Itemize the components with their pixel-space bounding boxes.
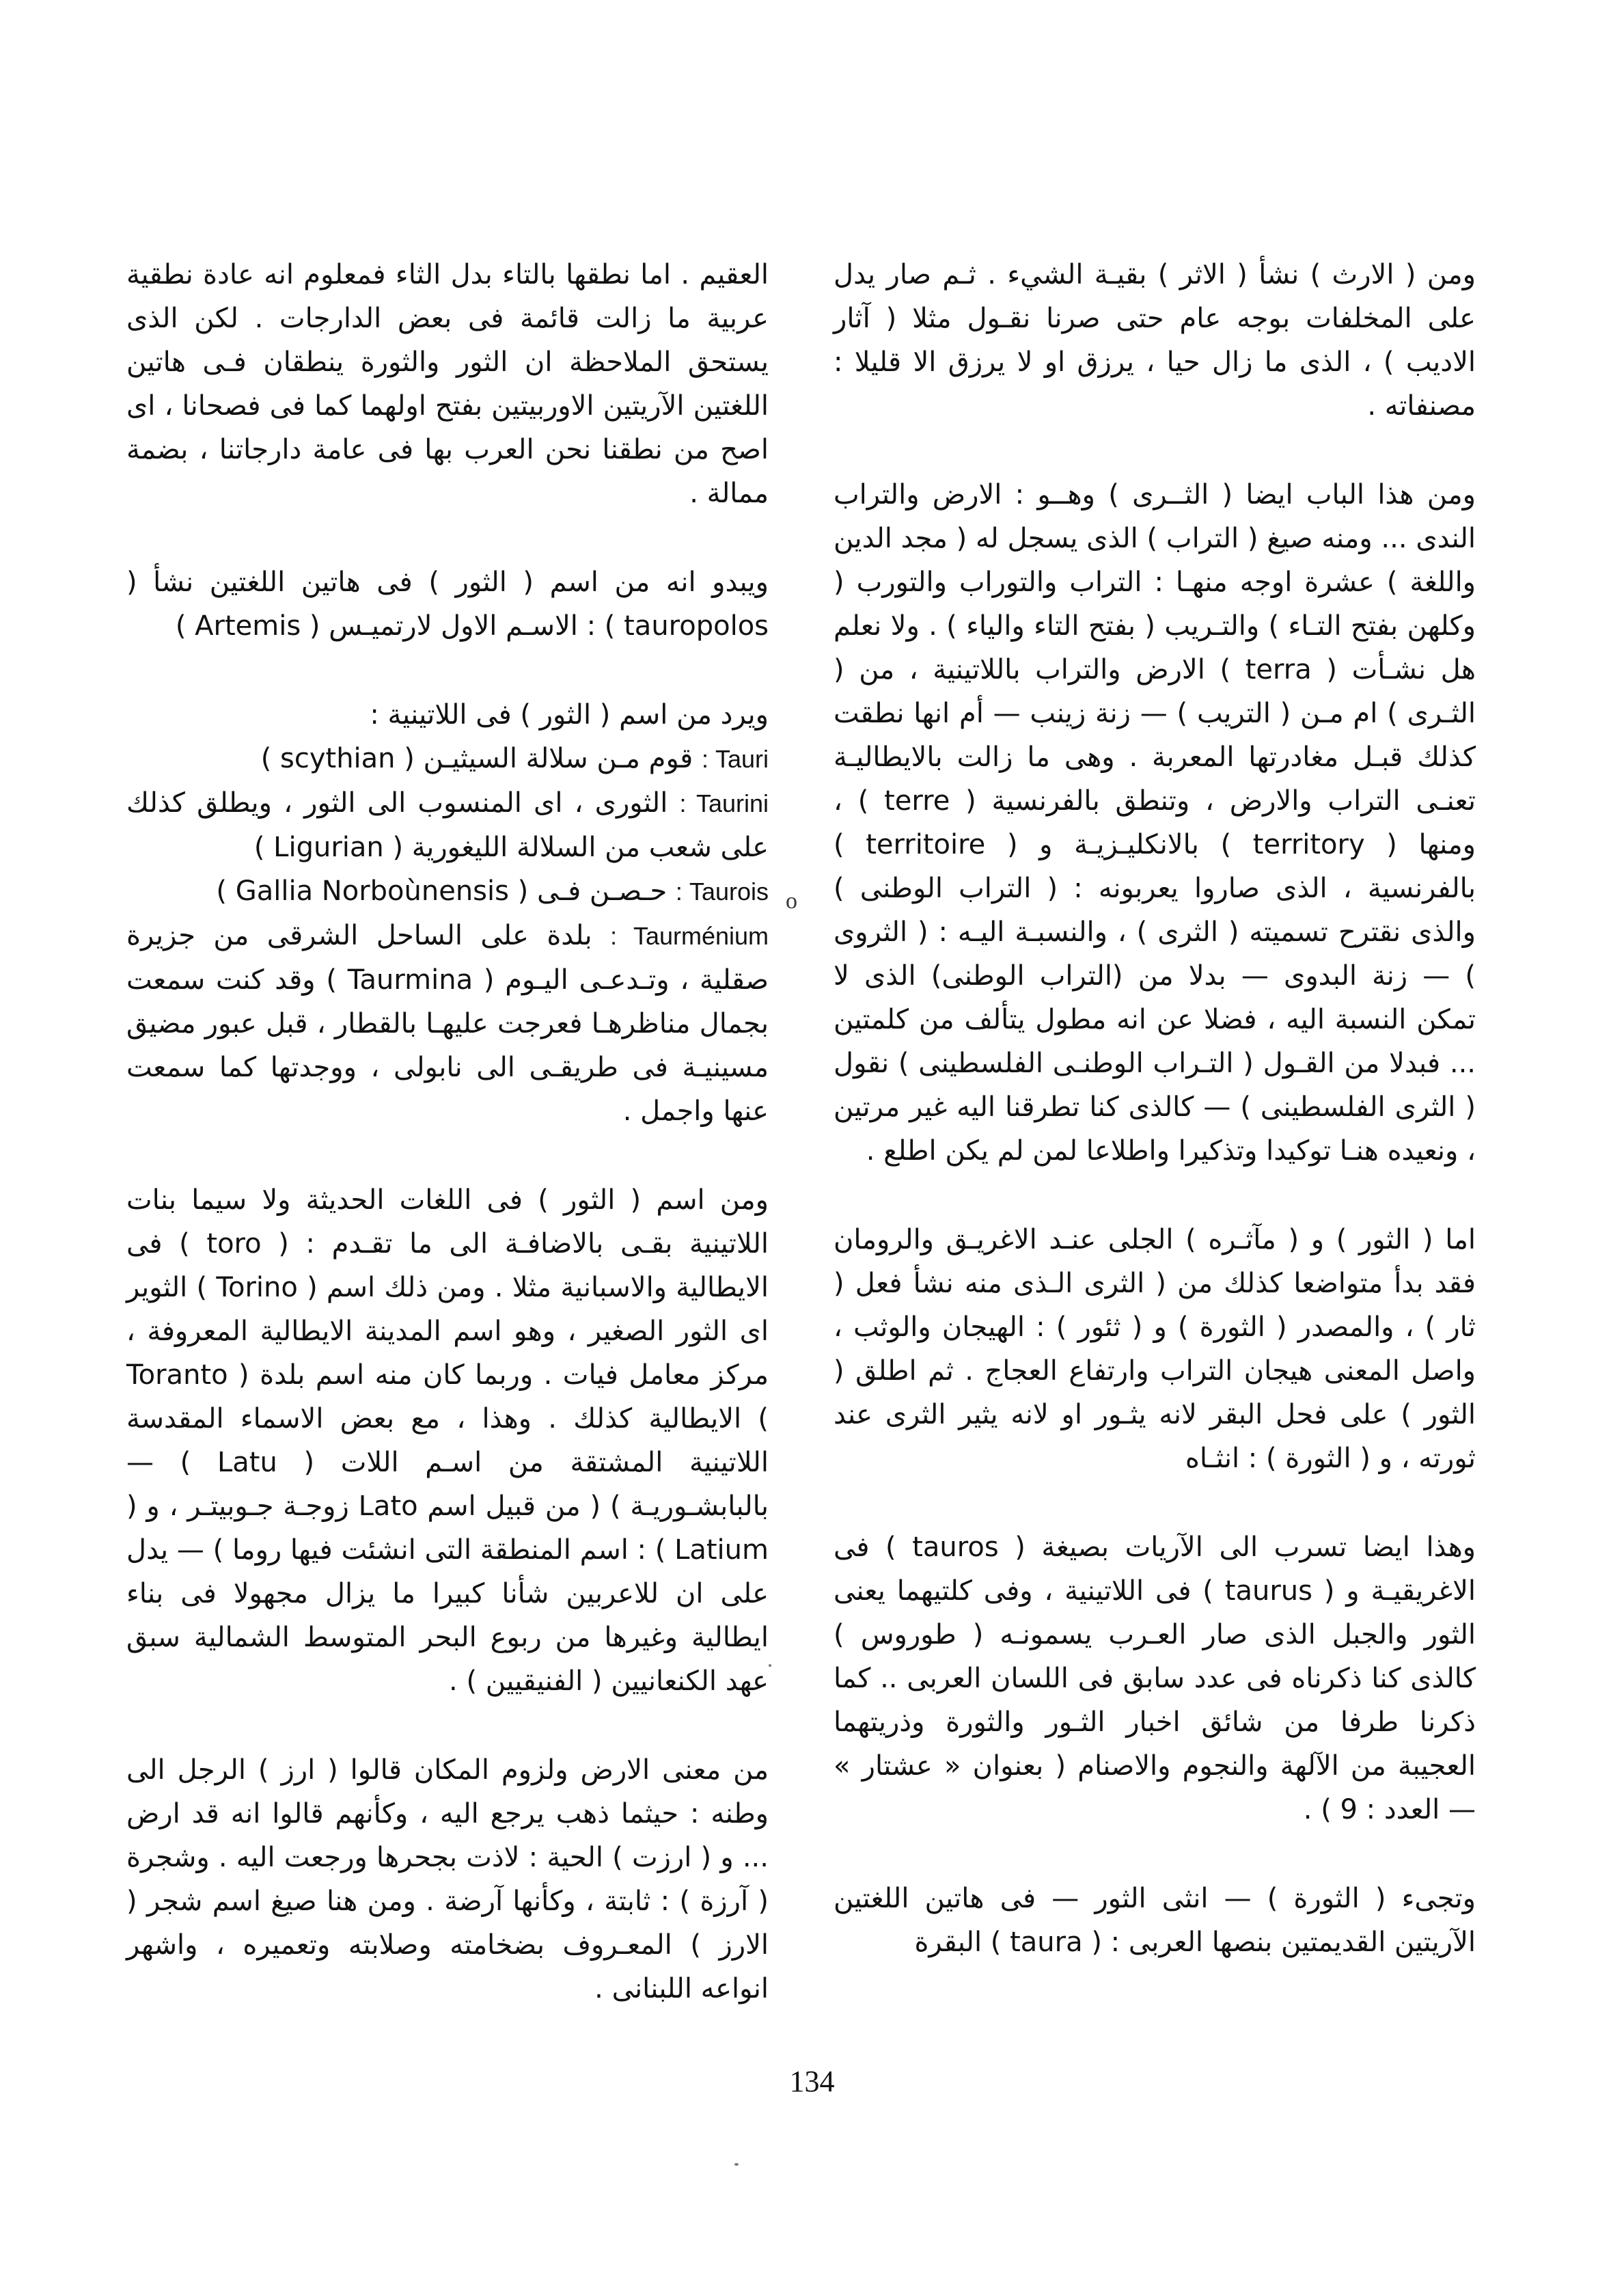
paragraph-artemis: ويبدو انه من اسم ( الثور ) فى هاتين اللغتين نشأ ( tauropolos ) : الاسـم الاول لارتميـس ( Artemis ) — [126, 567, 769, 642]
paragraph-athar: ومن ( الارث ) نشأ ( الاثر ) بقيـة الشيء . ثـم صار يدل على المخلفات بوجه عام حتى صرنا نقـول مثلا ( آثار الاديب ) ، الذى ما زال حيا ، يرزق او لا يرزق الا قليلا : مصنفاته . — [834, 259, 1476, 422]
term-gloss: قوم مـن سلالة السيثيـن ( scythian ) — [260, 743, 693, 774]
term-latin: Taurménium : — [610, 922, 769, 950]
term-latin: Tauri : — [701, 745, 769, 773]
paragraph-tauros: وهذا ايضا تسرب الى الآريات بصيغة ( tauros ) فى الاغريقيـة و ( taurus ) فى اللاتينية ، وفى كلتيهما يعنى الثور والجبل الذى صار العـرب يسمونـه ( طوروس ) كالذى كنا ذكرناه فى عدد سابق فى اللسان العربى .. كما ذكرنا طرفا من شائق اخبار الثـور والثورة وذريتهما العجيبة من الآلهة والنجوم والاصنام ( بعنوان « عشتار » — العدد : 9 ) . — [834, 1532, 1476, 1825]
term-latin: Taurini : — [679, 789, 769, 817]
paragraph-cedar: من معنى الارض ولزوم المكان قالوا ( ارز ) الرجل الى وطنه : حيثما ذهب يرجع اليه ، وكأنهم قالوا انه قد ارض ... و ( ارزت ) الحية : لاذت بجحرها ورجعت اليه . وشجرة ( آرزة ) : ثابتة ، وكأنها آرضة . ومن هنا صيغ اسم شجر ( الارز ) المعـروف بضخامته وصلابته وتعميره ، واشهر انواعه اللبنانى . — [126, 1754, 769, 2004]
margin-mark: o — [786, 888, 797, 914]
latin-terms-list — [126, 737, 769, 1133]
page-number: 134 — [789, 2065, 835, 2098]
right-column — [834, 253, 1476, 2009]
term-latin: Taurois : — [675, 878, 769, 906]
term-entry — [126, 781, 769, 869]
scan-speck — [734, 2163, 739, 2166]
paragraph-thara: ومن هذا الباب ايضا ( الثــرى ) وهــو : الارض والتراب الندى ... ومنه صيغ ( التراب ) الذى يسجل له ( مجد الدين واللغة ) عشرة اوجه منهـا : التراب والتوراب والتورب ( وكلهن بفتح التـاء ) والتـريب ( بفتح التاء والياء ) . ولا نعلم هل نشـأت ( terra ) الارض والتراب باللاتينية ، من ( الثـرى ) ام مـن ( التريب ) — زنة زينب — أم انها نطقت كذلك قبـل مغادرتها المعربة . وهى ما زالت بالايطاليـة تعنـى التراب والارض ، وتنطق بالفرنسية ( terre ) ، ومنها ( territory ) بالانكليـزيـة و ( territoire ) بالفرنسية ، الذى صاروا يعربونه : ( التراب الوطنى ) والذى نقترح تسميته ( الثرى ) ، والنسبـة اليـه : ( الثروى ) — زنة البدوى — بدلا من (التراب الوطنى) الذى لا تمكن النسبة اليه ، فضلا عن انه مطول يتألف من كلمتين ... فبدلا من القـول ( التـراب الوطنـى الفلسطينى ) نقول ( الثرى الفلسطينى ) — كالذى كنا تطرقنا اليه غير مرتين ، ونعيده هنـا توكيدا وتذكيرا واطلاعا لمن لم يكن اطلع . — [834, 479, 1476, 1167]
left-column — [126, 253, 769, 2056]
paragraph-taura: وتجىء ( الثورة ) — انثى الثور — فى هاتين اللغتين الآريتين القديمتين بنصها العربى : ( taura ) البقرة — [834, 1883, 1476, 1958]
term-gloss: بلدة على الساحل الشرقى من جزيرة صقلية ، وتـدعـى اليـوم ( Taurmina ) وقد كنت سمعت بجمال مناظرهـا فعرجت عليهـا بالقطار ، قبل عبور مضيق مسينيـة فى طريقـى الى نابولى ، ووجدتها كما سمعت عنها واجمل . — [126, 920, 769, 1127]
latin-terms-heading: ويرد من اسم ( الثور ) فى اللاتينية : — [370, 699, 769, 731]
term-entry — [126, 737, 769, 781]
paragraph-pronunciation: العقيم . اما نطقها بالتاء بدل الثاء فمعلوم انه عادة نطقية عربية ما زالت قائمة فى بعض الدارجات . لكن الذى يستحق الملاحظة ان الثور والثورة ينطقان فـى هاتين اللغتين الآريتين الاوربيتين بفتح اولهما كما فى فصحانا ، اى اصح من نطقنا نحن العرب بها فى عامة دارجاتنا ، بضمة ممالة . — [126, 259, 769, 509]
term-gloss: الثورى ، اى المنسوب الى الثور ، ويطلق كذلك على شعب من السلالة الليغورية ( Ligurian ) — [126, 787, 769, 863]
paragraph-thawr: اما ( الثور ) و ( مآثـره ) الجلى عنـد الاغريـق والرومان فقد بدأ متواضعا كذلك من ( الثرى الـذى منه نشأ فعل ( ثار ) ، والمصدر ( الثورة ) و ( ثئور ) : الهيجان والوثب ، واصل المعنى هيجان التراب وارتفاع العجاج . ثم اطلق ( الثور ) على فحل البقر لانه يثـور او لانه يثير الثرى عند ثورته ، و ( الثورة ) : انثـاه — [834, 1224, 1476, 1474]
term-entry — [126, 914, 769, 1133]
scan-speck — [769, 1664, 771, 1667]
paragraph-modern-languages: ومن اسم ( الثور ) فى اللغات الحديثة ولا سيما بنات اللاتينية بقـى بالاضافـة الى ما تقـدم : ( toro ) فى الايطالية والاسبانية مثلا . ومن ذلك اسم ( Torino ) الثوير اى الثور الصغير ، وهو اسم المدينة الايطالية المعروفة ، مركز معامل فيات . وربما كان منه اسم بلدة ( Toranto ) الايطالية كذلك . وهذا ، مع بعض الاسماء المقدسة اللاتينية المشتقة من اسـم اللات ( Latu ) — بالبابشـوريـة ) ( من قبيل اسم Lato زوجـة جـوبيتـر ، و ( Latium ) : اسم المنطقة التى انشئت فيها روما ) — يدل على ان للاعربين شأنا كبيرا ما يزال مجهولا فى بناء ايطالية وغيرها من ربوع البحر المتوسط الشمالية سبق عهد الكنعانيين ( الفنيقيين ) . — [126, 1184, 769, 1697]
term-entry — [126, 869, 769, 914]
term-gloss: حـصـن فـى ( Gallia Norboùnensis ) — [216, 875, 668, 907]
